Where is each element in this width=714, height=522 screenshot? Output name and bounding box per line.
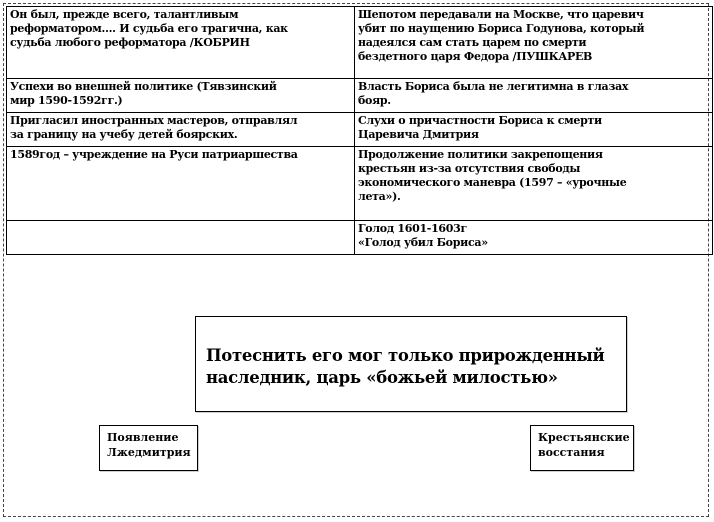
table-cell-right: Шепотом передавали на Москве, что царевич убит по наущению Бориса Годунова, который надеялся сам стать царем по смерти бездетного царя Федора /ПУШКАРЕВ [355,7,713,79]
peasant-uprisings-box: Крестьянские восстания [530,425,634,471]
table-cell-left-empty [7,221,355,255]
comparison-table [6,6,713,255]
table-cell-right: Продолжение политики закрепощения крестьян из-за отсутствия свободы экономического маневра (1597 – «урочные лета»). [355,147,713,221]
table-cell-left: Успехи во внешней политике (Тявзинский мир 1590-1592гг.) [7,79,355,113]
table-row [7,113,713,147]
table-cell-right: Власть Бориса была не легитимна в глазах бояр. [355,79,713,113]
table-cell-left: 1589год – учреждение на Руси патриаршества [7,147,355,221]
table-cell-left: Он был, прежде всего, талантливым реформатором…. И судьба его трагична, как судьба любого реформатора /КОБРИН [7,7,355,79]
conclusion-text: Потеснить его мог только прирожденный наследник, царь «божьей милостью» [206,346,605,387]
table-row [7,7,713,79]
table-row [7,221,713,255]
table-cell-right: Слухи о причастности Бориса к смерти Царевича Дмитрия [355,113,713,147]
table-cell-left: Пригласил иностранных мастеров, отправлял за границу на учебу детей боярских. [7,113,355,147]
false-dmitry-box: Появление Лжедмитрия [99,425,198,471]
table-row [7,147,713,221]
table-cell-right: Голод 1601-1603г «Голод убил Бориса» [355,221,713,255]
table-row [7,79,713,113]
conclusion-box [195,316,627,412]
